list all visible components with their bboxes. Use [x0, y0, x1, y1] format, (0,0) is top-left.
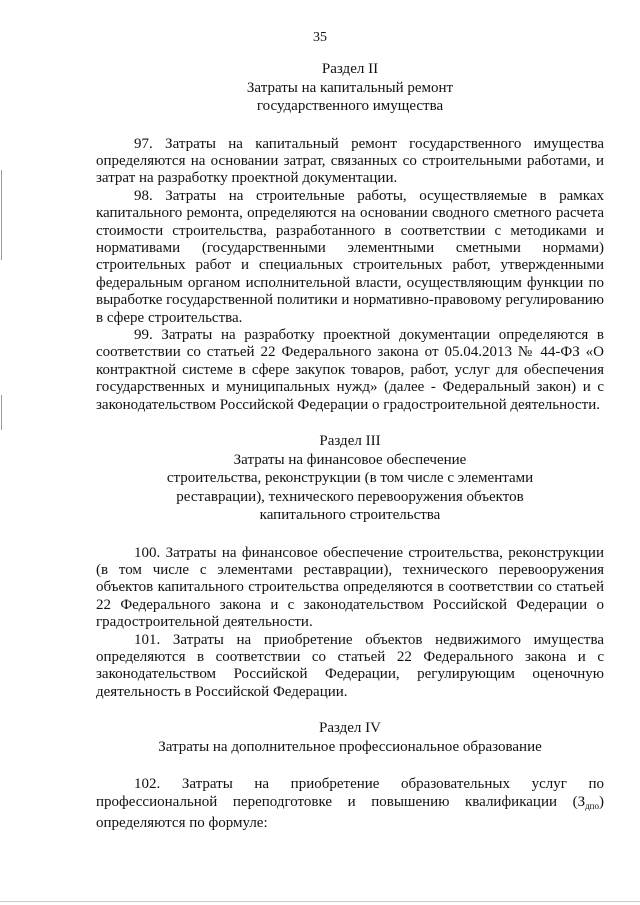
paragraph-100: 100. Затраты на финансовое обеспечение строительства, реконструкции (в том числе с элементами реставрации), технического перевооружения объектов капитального строительства определяются в соответствии со статьей 22 Федерального закона и с законодательством Российской Федерации о градостроительной деятельности.	[96, 544, 604, 631]
formula-subscript: дпо	[585, 800, 599, 811]
paragraph-99: 99. Затраты на разработку проектной документации определяются в соответствии со статьей 22 Федерального закона от 05.04.2013 № 44-ФЗ «О контрактной системе в сфере закупок товаров, работ, услуг для обеспечения государственных и муниципальных нужд» (далее - Федеральный закон) и с законодательством Российской Федерации о градостроительной деятельности.	[96, 326, 604, 413]
formula-symbol: З	[577, 793, 586, 810]
section-title	[96, 60, 604, 116]
section-title	[96, 432, 604, 525]
section-3	[96, 432, 604, 701]
section-4	[96, 719, 604, 832]
page-bottom-edge	[0, 901, 640, 902]
paragraph-101: 101. Затраты на приобретение объектов недвижимого имущества определяются в соответствии со статьей 22 Федерального закона и с законодательством Российской Федерации, регулирующим оценочную деятельность в Российской Федерации.	[96, 631, 604, 700]
page-number: 35	[313, 30, 327, 45]
section-subtitle: Затраты на дополнительное профессиональное образование	[158, 738, 542, 755]
section-heading: Раздел III	[319, 433, 381, 449]
scan-edge-mark	[1, 170, 2, 260]
section-subtitle: государственного имущества	[256, 98, 444, 114]
paragraph-102	[96, 776, 604, 832]
section-title	[96, 719, 604, 756]
section-subtitle: капитального строительства	[259, 507, 441, 523]
section-subtitle: реставрации), технического перевооружения объектов	[176, 488, 524, 505]
paragraph-97: 97. Затраты на капитальный ремонт государственного имущества определяются на основании затрат, связанных со строительными работами, и затрат на разработку проектной документации.	[96, 135, 604, 187]
paragraph-98: 98. Затраты на строительные работы, осуществляемые в рамках капитального ремонта, определяются на основании сводного сметного расчета стоимости строительства, разработанного в соответствии с методиками и нормативами (государственными элементными сметными нормами) строительных работ и специальных строительных работ, утвержденными федеральным органом исполнительной власти, осуществляющим функции по выработке государственной политики и нормативно-правовому регулированию в сфере строительства.	[96, 187, 604, 326]
section-heading: Раздел IV	[318, 720, 381, 737]
section-subtitle: Затраты на финансовое обеспечение	[233, 451, 467, 468]
section-heading: Раздел II	[321, 61, 379, 77]
paragraph-102-tail: ) определяются по формуле:	[96, 793, 604, 831]
section-subtitle: Затраты на капитальный ремонт	[246, 79, 454, 96]
paragraph-102-text: 102. Затраты на приобретение образовательных услуг по профессиональной переподготовке и повышению квалификации (	[96, 776, 604, 810]
section-2	[96, 60, 604, 414]
section-subtitle: строительства, реконструкции (в том числе с элементами	[166, 470, 534, 486]
scan-edge-mark	[1, 395, 2, 430]
document-body	[96, 60, 604, 832]
